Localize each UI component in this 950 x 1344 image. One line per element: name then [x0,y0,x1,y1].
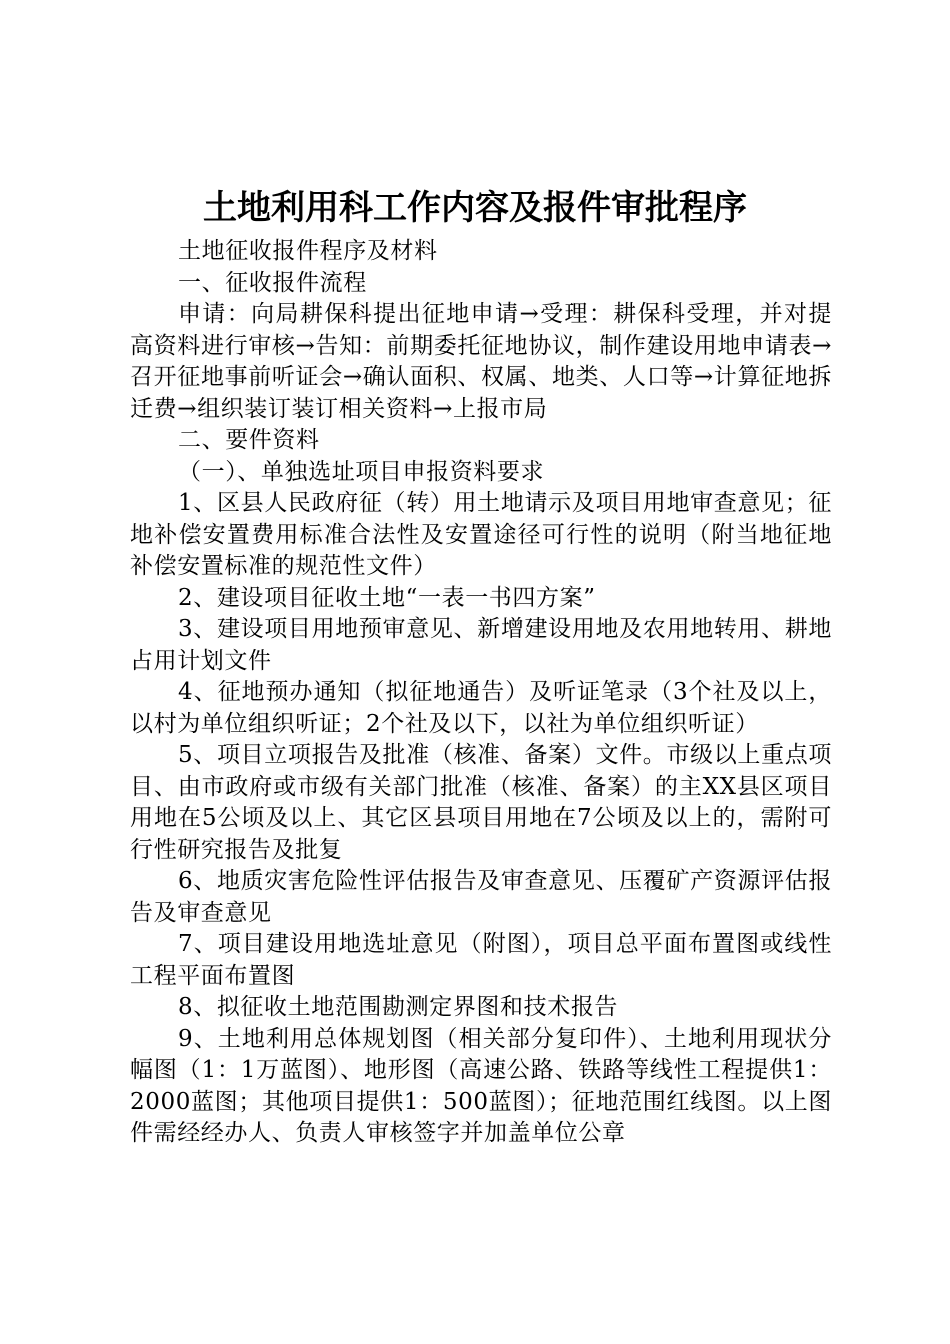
paragraph-item-5: 5、项目立项报告及批准（核准、备案）文件。市级以上重点项目、由市政府或市级有关部门批准（核准、备案）的主XX县区项目用地在5公顷及以上、其它区县项目用地在7公顷及以上的，需附可行性研究报告及批复 [130,742,832,863]
document-title: 土地利用科工作内容及报件审批程序 [203,188,747,228]
paragraph-item-1: 1、区县人民政府征（转）用土地请示及项目用地审查意见；征地补偿安置费用标准合法性及安置途径可行性的说明（附当地征地补偿安置标准的规范性文件） [130,490,832,579]
paragraph-item-6: 6、地质灾害危险性评估报告及审查意见、压覆矿产资源评估报告及审查意见 [130,868,832,926]
paragraph-heading-process: 一、征收报件流程 [178,269,367,296]
paragraph-item-4: 4、征地预办通知（拟征地通告）及听证笔录（3个社及以上，以村为单位组织听证；2个社及以下，以社为单位组织听证） [130,679,832,737]
paragraph-heading-materials: 二、要件资料 [178,427,320,453]
paragraph-item-9: 9、土地利用总体规划图（相关部分复印件）、土地利用现状分幅图（1：1万蓝图）、地形图（高速公路、铁路等线性工程提供1：2000蓝图；其他项目提供1：500蓝图）；征地范围红线图。以上图件需经经办人、负责人审核签字并加盖单位公章 [130,1025,832,1146]
document-body [130,236,832,1150]
paragraph-item-7: 7、项目建设用地选址意见（附图），项目总平面布置图或线性工程平面布置图 [130,931,832,989]
paragraph-item-3: 3、建设项目用地预审意见、新增建设用地及农用地转用、耕地占用计划文件 [130,616,832,674]
paragraph-item-8: 8、拟征收土地范围勘测定界图和技术报告 [178,994,619,1020]
paragraph-section-heading: 土地征收报件程序及材料 [178,238,438,264]
paragraph-process-flow: 申请：向局耕保科提出征地申请→受理：耕保科受理，并对提高资料进行审核→告知：前期委托征地协议，制作建设用地申请表→召开征地事前听证会→确认面积、权属、地类、人口等→计算征地拆迁费→组织装订装订相关资料→上报市局 [130,301,832,422]
paragraph-subheading-single-site: （一）、单独选址项目申报资料要求 [178,458,545,485]
paragraph-item-2: 2、建设项目征收土地“一表一书四方案” [178,584,596,611]
